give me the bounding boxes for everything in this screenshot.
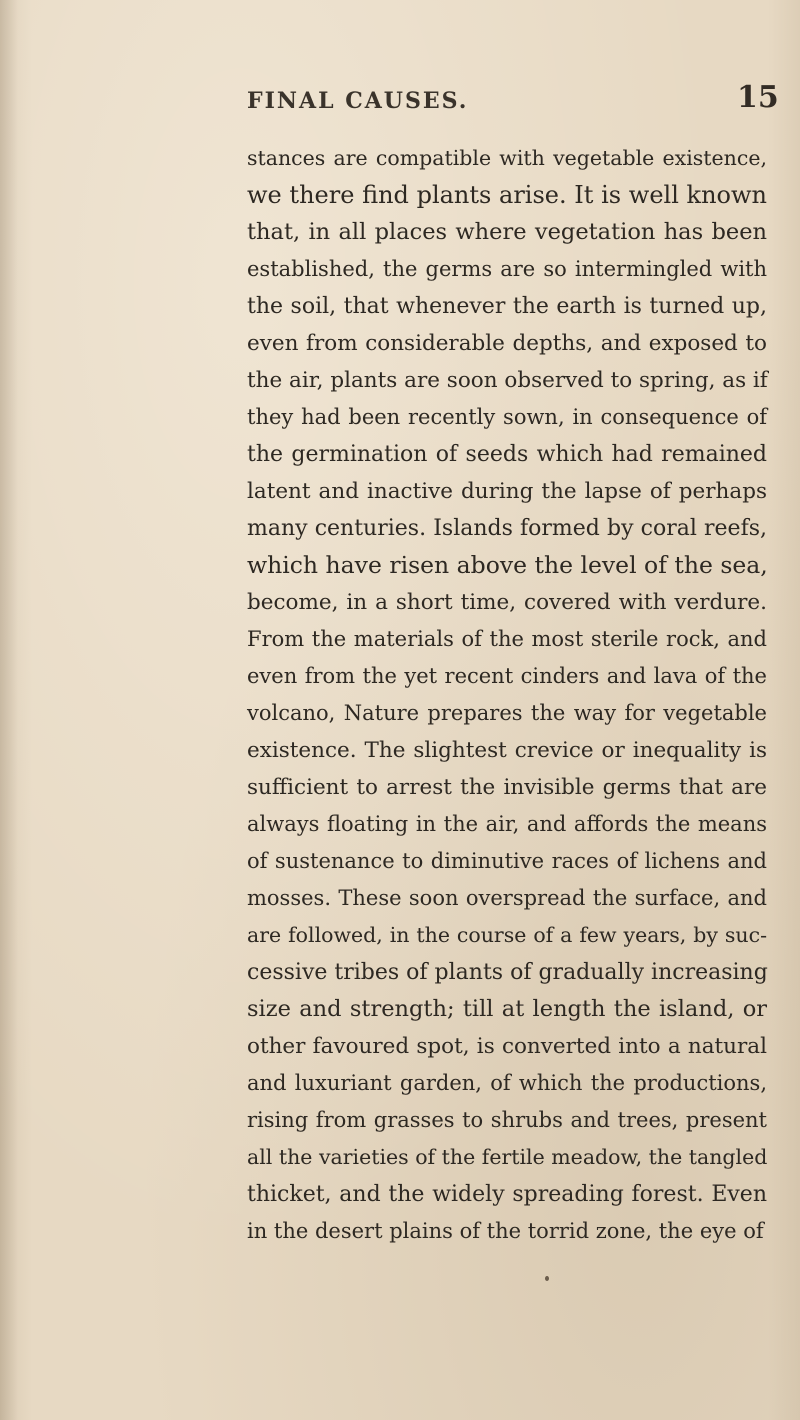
text-line: and luxuriant garden, of which the productions, — [247, 1071, 767, 1095]
text-line: mosses. These soon overspread the surface, and — [247, 886, 767, 910]
text-line: other favoured spot, is converted into a natural — [247, 1034, 767, 1059]
text-line: are followed, in the course of a few years, by suc- — [247, 923, 767, 947]
text-line: the air, plants are soon observed to spring, as if — [247, 368, 768, 393]
text-line: the germination of seeds which had remained — [247, 442, 767, 467]
text-line: the soil, that whenever the earth is turned up, — [247, 294, 767, 319]
text-line: become, in a short time, covered with verdure. — [247, 590, 767, 615]
text-line: they had been recently sown, in consequence of — [247, 405, 767, 429]
text-line: which have risen above the level of the sea, — [247, 551, 768, 579]
text-line: existence. The slightest crevice or inequality is — [247, 738, 767, 763]
text-line: always floating in the air, and affords the means — [247, 812, 767, 836]
text-line: all the varieties of the fertile meadow, the tangled — [247, 1145, 768, 1169]
text-line: of sustenance to diminutive races of lichens and — [247, 849, 767, 873]
text-line: established, the germs are so intermingled with — [247, 257, 767, 281]
text-line: latent and inactive during the lapse of perhaps — [247, 479, 767, 504]
text-line: From the materials of the most sterile rock, and — [247, 627, 767, 651]
text-line: sufficient to arrest the invisible germs that are — [247, 775, 767, 800]
ink-speck — [545, 1276, 549, 1281]
text-line: volcano, Nature prepares the way for vegetable — [247, 701, 767, 725]
text-line: even from the yet recent cinders and lava of the — [247, 664, 767, 688]
text-line: many centuries. Islands formed by coral reefs, — [247, 516, 767, 541]
text-line: size and strength; till at length the island, or — [247, 996, 767, 1022]
text-line: rising from grasses to shrubs and trees, present — [247, 1108, 767, 1132]
text-line: in the desert plains of the torrid zone, the eye of — [247, 1219, 764, 1243]
text-line: we there find plants arise. It is well known — [247, 181, 767, 209]
text-line: even from considerable depths, and exposed to — [247, 331, 767, 356]
text-line: that, in all places where vegetation has been — [247, 219, 767, 245]
text-line: thicket, and the widely spreading forest. Even — [247, 1182, 767, 1207]
text-line: cessive tribes of plants of gradually increasing — [247, 960, 768, 985]
running-title: FINAL CAUSES. — [247, 88, 469, 114]
binding-shadow — [0, 0, 18, 1420]
page-number: 15 — [737, 80, 779, 115]
text-line: stances are compatible with vegetable existence, — [247, 146, 767, 170]
running-head — [0, 80, 800, 120]
